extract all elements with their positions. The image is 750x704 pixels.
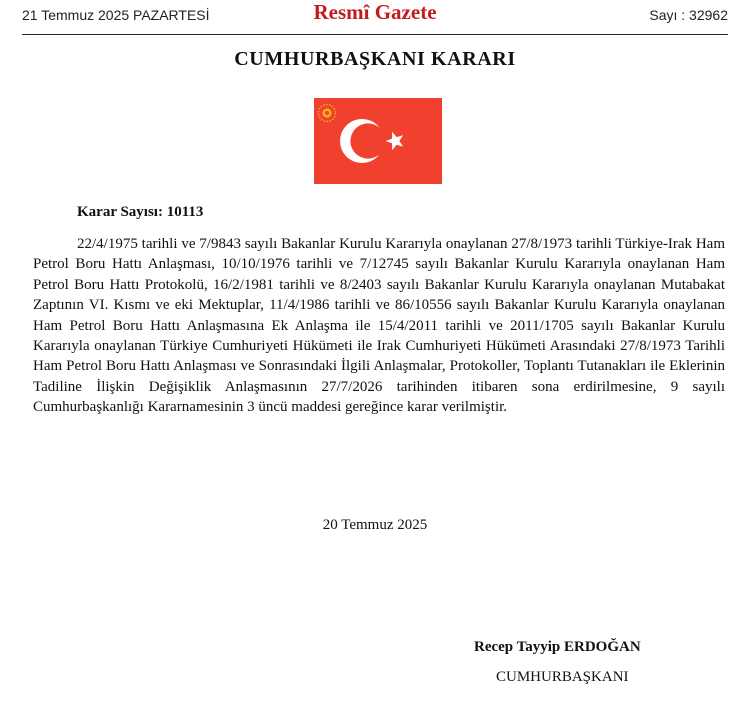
crescent-inner bbox=[350, 123, 385, 158]
decision-body: 22/4/1975 tarihli ve 7/9843 sayılı Bakanlar Kurulu Kararıyla onaylanan 27/8/1973 tarihli Türkiye-Irak Ham Petrol Boru Hattı Anlaşması, 10/10/1976 tarihli ve 7/12745 sayılı Bakanlar Kurulu Kararıyla onaylanan Ham Petrol Boru Hattı Protokolü, 16/2/1981 tarihli ve 8/2403 sayılı Bakanlar Kurulu Kararıyla onaylanan Mutabakat Zaptının VI. Kısmı ve eki Mektuplar, 11/4/1986 tarihli ve 86/10556 sayılı Bakanlar Kurulu Kararıyla onaylanan Ham Petrol Boru Hattı Anlaşmasına Ek Anlaşma ile 15/4/2011 tarihli ve 2011/1705 sayılı Bakanlar Kurulu Kararıyla onaylanan Türkiye Cumhuriyeti Hükümeti ile Irak Cumhuriyeti Hükümeti Arasındaki 27/8/1973 Tarihli Ham Petrol Boru Hattı Anlaşması ve Sonrasındaki İlgili Anlaşmalar, Protokoller, Toplantı Tutanakları ile Eklerinin Tadiline İlişkin Değişiklik Anlaşmasının 27/7/2026 tarihinden itibaren sona erdirilmesine, 9 sayılı Cumhurbaşkanlığı Kararnamesinin 3 üncü maddesi gereğince karar verilmiştir. bbox=[33, 236, 725, 416]
document-title: CUMHURBAŞKANI KARARI bbox=[234, 48, 516, 70]
turkish-flag-icon bbox=[314, 98, 442, 184]
gazette-header bbox=[22, 0, 728, 35]
gazette-name: Resmî Gazete bbox=[313, 0, 437, 24]
issue-number: Sayı : 32962 bbox=[649, 7, 728, 23]
signature-date: 20 Temmuz 2025 bbox=[322, 517, 428, 533]
signer-name: Recep Tayyip ERDOĞAN bbox=[474, 639, 641, 655]
decision-number: Karar Sayısı: 10113 bbox=[77, 204, 204, 220]
issue-date: 21 Temmuz 2025 PAZARTESİ bbox=[22, 7, 210, 23]
signer-title: CUMHURBAŞKANI bbox=[496, 669, 629, 685]
